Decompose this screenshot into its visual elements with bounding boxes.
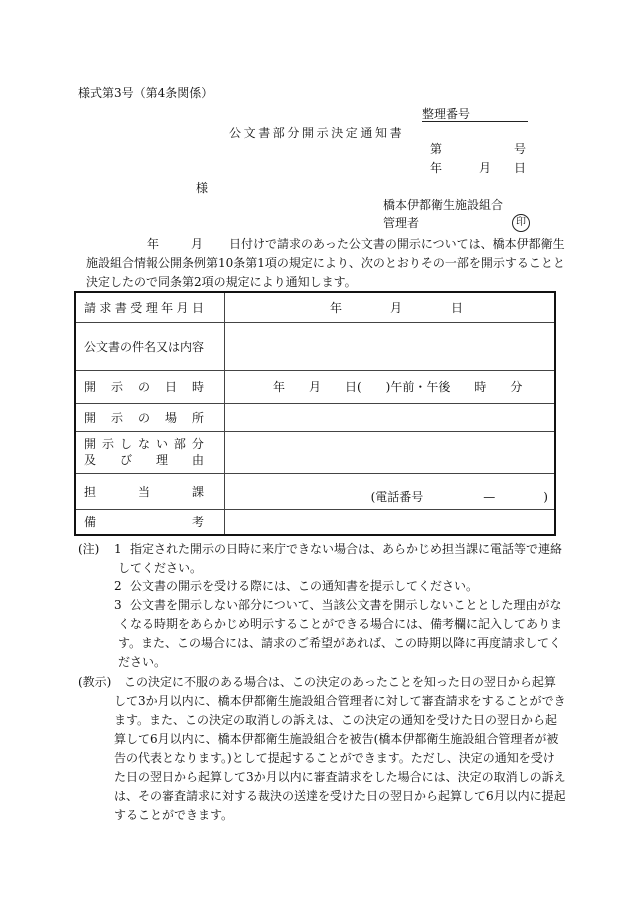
table-row	[75, 473, 555, 509]
table-row	[75, 403, 555, 431]
disclosure-place-field[interactable]	[225, 403, 556, 431]
teaching-line-8: することができます。	[114, 808, 234, 822]
receipt-date-label-text: 請 求 書 受 理 年 月 日	[84, 300, 204, 315]
sender-title: 管理者	[383, 216, 420, 230]
disclosure-datetime-field[interactable]	[225, 370, 556, 403]
disclosure-table	[74, 291, 556, 536]
table-row	[75, 292, 555, 322]
disclosure-datetime-value: 年 月 日( )午前・午後 時 分	[273, 380, 523, 394]
intro-line1-rest: 日付けで請求のあった公文書の開示については、橋本伊都衛生	[229, 237, 565, 251]
note-1-line-2: してください。	[118, 561, 203, 575]
number-prefix: 第	[430, 142, 443, 156]
receipt-date-label	[75, 292, 225, 322]
note-1-line-1: 指定された開示の日時に来庁できない場合は、あらかじめ担当課に電話等で連絡	[130, 542, 563, 556]
remarks-field[interactable]	[225, 509, 556, 535]
addressee-suffix: 様	[196, 181, 209, 195]
department-label-text: 担 当 課	[84, 484, 204, 499]
undisclosed-part-field[interactable]	[225, 431, 556, 473]
undisclosed-part-label	[75, 431, 225, 473]
note-2-line-1: 公文書の開示を受ける際には、この通知書を提示してください。	[130, 579, 479, 593]
date-day: 日	[514, 161, 527, 175]
receipt-date-field[interactable]	[225, 292, 556, 322]
teaching-line-2: して3か月以内に、橋本伊都衛生施設組合管理者に対して審査請求をすることができ	[114, 694, 566, 708]
document-title: 公文書部分開示決定通知書	[229, 126, 405, 140]
remarks-label	[75, 509, 225, 535]
receipt-month: 月	[390, 301, 403, 316]
note-3-line-1: 公文書を開示しない部分について、当該公文書を開示しないこととした理由がな	[130, 598, 562, 612]
disclosure-datetime-label	[75, 370, 225, 403]
note-2-number: 2	[114, 579, 122, 593]
teaching-line-6: た日の翌日から起算して3か月以内に審査請求をした場合には、決定の取消しの訴え	[114, 770, 566, 784]
disclosure-place-label-text: 開 示 の 場 所	[84, 410, 204, 425]
seal-mark: 印	[512, 214, 530, 232]
disclosure-place-label	[75, 403, 225, 431]
table-row	[75, 509, 555, 535]
note-marker: (注)	[78, 542, 100, 556]
document-subject-label: 公文書の件名又は内容	[75, 322, 225, 370]
teaching-line-7: は、その審査請求に対する裁決の送達を受けた日の翌日から起算して6月以内に提起	[114, 789, 566, 803]
disclosure-datetime-label-text: 開 示 の 日 時	[84, 380, 204, 394]
note-3-line-4: ださい。	[118, 655, 167, 669]
intro-month: 月	[191, 237, 204, 251]
table-row	[75, 370, 555, 403]
note-3-line-2: くなる時期をあらかじめ明示することができる場合には、備考欄に記入してありま	[118, 617, 563, 631]
teaching-line-4: 算して6月以内に、橋本伊都衛生施設組合を被告(橋本伊都衛生施設組合管理者が被	[114, 732, 559, 746]
date-year: 年	[430, 161, 443, 175]
teaching-line-3: ます。また、この決定の取消しの訴えは、この決定の通知を受けた日の翌日から起	[114, 713, 558, 727]
table-row	[75, 322, 555, 370]
date-month: 月	[479, 161, 492, 175]
reference-number-label: 整理番号	[422, 107, 471, 121]
teaching-line-5: 告の代表となります。)として提起することができます。ただし、決定の通知を受け	[114, 751, 555, 765]
intro-line-1	[147, 236, 565, 252]
teaching-marker: (教示)	[78, 675, 112, 689]
reference-number-line	[422, 121, 528, 122]
undisclosed-part-label-line2: 及 び 理 由	[84, 453, 204, 467]
organization-name: 橋本伊都衛生施設組合	[383, 198, 504, 212]
remarks-label-text: 備 考	[84, 515, 204, 530]
department-field[interactable]	[225, 473, 556, 509]
note-3-line-3: す。また、この場合には、請求のご希望があれば、この時期以降に再度請求してく	[118, 636, 562, 650]
note-3-number: 3	[114, 598, 122, 612]
document-subject-field[interactable]	[225, 322, 556, 370]
receipt-day: 日	[451, 301, 464, 316]
intro-year: 年	[147, 237, 160, 251]
intro-line-3: 決定したので同条第2項の規定により通知します。	[86, 275, 357, 289]
table-row	[75, 431, 555, 473]
form-number: 様式第3号（第4条関係）	[78, 86, 214, 100]
undisclosed-part-label-line1: 開 示 し な い 部 分	[84, 437, 204, 451]
phone-number-line: (電話番号 — )	[370, 489, 548, 504]
department-label	[75, 473, 225, 509]
number-suffix: 号	[514, 142, 527, 156]
receipt-year: 年	[330, 301, 343, 316]
note-1-number: 1	[114, 542, 122, 556]
teaching-line-1: この決定に不服のある場合は、この決定のあったことを知った日の翌日から起算	[124, 675, 556, 689]
intro-line-2: 施設組合情報公開条例第10条第1項の規定により、次のとおりその一部を開示することと	[86, 256, 565, 270]
